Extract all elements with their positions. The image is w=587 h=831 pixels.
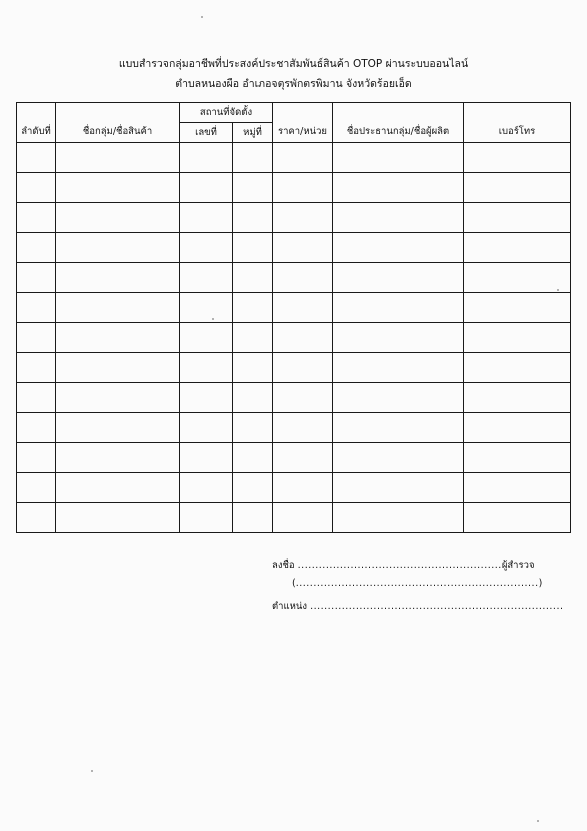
table-row (17, 323, 571, 353)
cell-location-village[interactable] (233, 143, 273, 173)
table-row (17, 353, 571, 383)
cell-phone[interactable] (464, 443, 571, 473)
cell-no[interactable] (17, 203, 56, 233)
header-chairman-producer: ชื่อประธานกลุ่ม/ชื่อผู้ผลิต (333, 103, 464, 143)
cell-no[interactable] (17, 323, 56, 353)
printed-name-field[interactable]: ..................................................................... (295, 578, 539, 589)
cell-chairman-producer[interactable] (333, 473, 464, 503)
position-line (272, 599, 564, 614)
cell-price-unit[interactable] (273, 353, 333, 383)
header-phone: เบอร์โทร (464, 103, 571, 143)
table-row (17, 503, 571, 533)
table-row (17, 263, 571, 293)
cell-group-product[interactable] (56, 443, 180, 473)
cell-location-number[interactable] (180, 413, 233, 443)
scan-speck (537, 820, 539, 822)
name-close-paren: ) (538, 578, 543, 589)
survey-table (16, 102, 571, 533)
surveyor-label: ผู้สำรวจ (501, 560, 535, 571)
cell-group-product[interactable] (56, 293, 180, 323)
cell-location-number[interactable] (180, 203, 233, 233)
cell-chairman-producer[interactable] (333, 173, 464, 203)
cell-phone[interactable] (464, 383, 571, 413)
cell-chairman-producer[interactable] (333, 323, 464, 353)
cell-location-number[interactable] (180, 233, 233, 263)
cell-chairman-producer[interactable] (333, 383, 464, 413)
cell-chairman-producer[interactable] (333, 233, 464, 263)
cell-location-village[interactable] (233, 353, 273, 383)
cell-no[interactable] (17, 443, 56, 473)
cell-location-village[interactable] (233, 383, 273, 413)
cell-price-unit[interactable] (273, 293, 333, 323)
cell-no[interactable] (17, 293, 56, 323)
cell-location-village[interactable] (233, 413, 273, 443)
cell-location-number[interactable] (180, 473, 233, 503)
cell-no[interactable] (17, 413, 56, 443)
cell-group-product[interactable] (56, 353, 180, 383)
cell-group-product[interactable] (56, 203, 180, 233)
cell-price-unit[interactable] (273, 383, 333, 413)
position-field[interactable]: ........................................................................ (310, 601, 564, 612)
header-group-product: ชื่อกลุ่ม/ชื่อสินค้า (56, 103, 180, 143)
cell-phone[interactable] (464, 473, 571, 503)
cell-price-unit[interactable] (273, 323, 333, 353)
cell-no[interactable] (17, 263, 56, 293)
cell-no[interactable] (17, 473, 56, 503)
header-price-unit: ราคา/หน่วย (273, 103, 333, 143)
cell-price-unit[interactable] (273, 503, 333, 533)
table-row (17, 293, 571, 323)
cell-location-number[interactable] (180, 353, 233, 383)
form-title: แบบสำรวจกลุ่มอาชีพที่ประสงค์ประชาสัมพันธ์สินค้า OTOP ผ่านระบบออนไลน์ (118, 58, 469, 70)
table-row (17, 173, 571, 203)
cell-chairman-producer[interactable] (333, 443, 464, 473)
cell-location-village[interactable] (233, 293, 273, 323)
cell-chairman-producer[interactable] (333, 143, 464, 173)
scan-speck (91, 770, 93, 772)
printed-name-line (292, 578, 542, 589)
cell-price-unit[interactable] (273, 203, 333, 233)
cell-phone[interactable] (464, 233, 571, 263)
cell-group-product[interactable] (56, 233, 180, 263)
sign-field[interactable]: .......................................................... (297, 560, 502, 571)
cell-group-product[interactable] (56, 143, 180, 173)
table-body (17, 143, 571, 533)
cell-no[interactable] (17, 173, 56, 203)
cell-group-product[interactable] (56, 323, 180, 353)
cell-chairman-producer[interactable] (333, 203, 464, 233)
cell-location-number[interactable] (180, 383, 233, 413)
scan-speck (557, 289, 559, 291)
cell-phone[interactable] (464, 323, 571, 353)
signature-line (272, 558, 535, 573)
cell-chairman-producer[interactable] (333, 413, 464, 443)
cell-location-number[interactable] (180, 503, 233, 533)
cell-location-village[interactable] (233, 263, 273, 293)
cell-chairman-producer[interactable] (333, 503, 464, 533)
cell-price-unit[interactable] (273, 173, 333, 203)
table-row (17, 443, 571, 473)
cell-no[interactable] (17, 503, 56, 533)
cell-location-number[interactable] (180, 173, 233, 203)
cell-location-village[interactable] (233, 443, 273, 473)
cell-price-unit[interactable] (273, 143, 333, 173)
cell-phone[interactable] (464, 173, 571, 203)
header-location-number: เลขที่ (180, 123, 233, 143)
cell-phone[interactable] (464, 503, 571, 533)
position-label: ตำแหน่ง (272, 601, 308, 612)
cell-chairman-producer[interactable] (333, 263, 464, 293)
cell-price-unit[interactable] (273, 443, 333, 473)
table-row (17, 413, 571, 443)
cell-group-product[interactable] (56, 503, 180, 533)
cell-group-product[interactable] (56, 413, 180, 443)
cell-no[interactable] (17, 143, 56, 173)
table-row (17, 233, 571, 263)
cell-phone[interactable] (464, 263, 571, 293)
cell-location-village[interactable] (233, 203, 273, 233)
cell-group-product[interactable] (56, 473, 180, 503)
cell-price-unit[interactable] (273, 473, 333, 503)
cell-no[interactable] (17, 233, 56, 263)
form-subtitle-location: ตำบลหนองผือ อำเภอจตุรพักตรพิมาน จังหวัดร้อยเอ็ด (175, 78, 412, 90)
cell-chairman-producer[interactable] (333, 293, 464, 323)
cell-no[interactable] (17, 383, 56, 413)
table-row (17, 383, 571, 413)
table-row (17, 473, 571, 503)
cell-phone[interactable] (464, 353, 571, 383)
cell-location-village[interactable] (233, 503, 273, 533)
cell-price-unit[interactable] (273, 263, 333, 293)
cell-location-village[interactable] (233, 233, 273, 263)
cell-group-product[interactable] (56, 173, 180, 203)
scan-speck (201, 16, 203, 18)
table-row (17, 143, 571, 173)
cell-price-unit[interactable] (273, 233, 333, 263)
cell-phone[interactable] (464, 293, 571, 323)
cell-chairman-producer[interactable] (333, 353, 464, 383)
cell-phone[interactable] (464, 203, 571, 233)
cell-no[interactable] (17, 353, 56, 383)
sign-label: ลงชื่อ (272, 560, 295, 571)
table-row (17, 203, 571, 233)
cell-phone[interactable] (464, 413, 571, 443)
name-open-paren: ( (292, 578, 296, 589)
header-no: ลำดับที่ (17, 103, 56, 143)
header-location-village: หมู่ที่ (233, 123, 273, 143)
cell-group-product[interactable] (56, 263, 180, 293)
cell-location-number[interactable] (180, 263, 233, 293)
cell-group-product[interactable] (56, 383, 180, 413)
cell-location-village[interactable] (233, 473, 273, 503)
header-location: สถานที่จัดตั้ง (180, 103, 273, 123)
scan-speck (212, 318, 214, 320)
cell-location-number[interactable] (180, 323, 233, 353)
cell-price-unit[interactable] (273, 413, 333, 443)
cell-location-number[interactable] (180, 143, 233, 173)
cell-location-village[interactable] (233, 323, 273, 353)
cell-location-village[interactable] (233, 173, 273, 203)
cell-location-number[interactable] (180, 443, 233, 473)
cell-location-number[interactable] (180, 293, 233, 323)
cell-phone[interactable] (464, 143, 571, 173)
